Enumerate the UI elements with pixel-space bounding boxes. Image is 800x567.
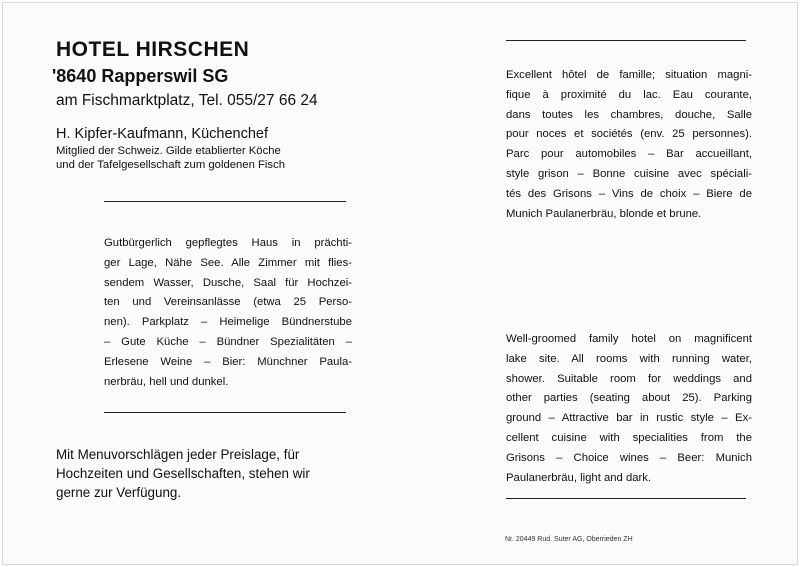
divider-line (506, 498, 746, 499)
offer-text (56, 445, 310, 502)
text-line: lake site. All rooms with running water, (506, 352, 752, 365)
text-line: style grison – Bonne cuisine avec spéciali- (506, 167, 752, 180)
text-line: nen). Parkplatz – Heimelige Bündnerstube (104, 316, 352, 329)
text-line: Excellent hôtel de famille; situation magni- (506, 69, 752, 81)
text-line: gerne zur Verfügung. (56, 485, 182, 500)
text-line: Well-groomed family hotel on magnificent (506, 333, 752, 345)
divider-line (104, 412, 346, 413)
text-line: – Gute Küche – Bündner Spezialitäten – (104, 335, 352, 348)
membership-line: und der Tafelgesellschaft zum goldenen Fisch (56, 159, 286, 171)
text-line: Paulanerbräu, light and dark. (506, 471, 652, 484)
divider-line (104, 201, 346, 202)
text-line: fique à proximité du lac. Eau courante, (506, 88, 752, 101)
chef-name: H. Kipfer-Kaufmann, Küchenchef (56, 126, 268, 142)
english-description (506, 330, 752, 488)
text-line: ten und Vereinsanlässe (etwa 25 Perso- (104, 296, 352, 309)
text-line: dans toutes les chambres, douche, Salle (506, 108, 752, 121)
hotel-city: '8640 Rapperswil SG (52, 66, 229, 86)
text-line: cellent cuisine with specialities from the (506, 431, 752, 444)
text-line: Hochzeiten und Gesellschaften, stehen wir (56, 466, 310, 481)
text-line: Gutbürgerlich gepflegtes Haus in prächti- (104, 237, 352, 249)
text-line: ground – Attractive bar in rustic style – Ex- (506, 412, 752, 425)
german-description (104, 234, 352, 392)
text-line: Grisons – Choice wines – Beer: Munich (506, 451, 752, 464)
hotel-name: HOTEL HIRSCHEN (56, 38, 250, 61)
text-line: Parc pour automobiles – Bar accueillant, (506, 148, 752, 161)
membership-note (56, 144, 285, 172)
text-line: pour noces et sociétés (env. 25 personnes). (506, 128, 752, 141)
text-line: other parties (seating about 25). Parking (506, 392, 752, 405)
membership-line: Mitglied der Schweiz. Gilde etablierter Köche (56, 145, 281, 157)
divider-line (506, 40, 746, 41)
text-line: Mit Menuvorschlägen jeder Preislage, für (56, 447, 300, 462)
text-line: nerbräu, hell und dunkel. (104, 375, 229, 388)
text-line: Erlesene Weine – Bier: Münchner Paula- (104, 355, 352, 368)
text-line: ger Lage, Nähe See. Alle Zimmer mit flies- (104, 256, 352, 269)
text-line: sendem Wasser, Dusche, Saal für Hochzei- (104, 276, 352, 289)
printer-imprint: Nr. 20449 Rud. Suter AG, Oberrieden ZH (505, 536, 633, 543)
text-line: tés des Grisons – Vins de choix – Biere de (506, 187, 752, 200)
text-line: Munich Paulanerbräu, blonde et brune. (506, 207, 702, 220)
text-line: shower. Suitable room for weddings and (506, 372, 752, 385)
hotel-address: am Fischmarktplatz, Tel. 055/27 66 24 (56, 92, 318, 109)
french-description (506, 66, 752, 224)
